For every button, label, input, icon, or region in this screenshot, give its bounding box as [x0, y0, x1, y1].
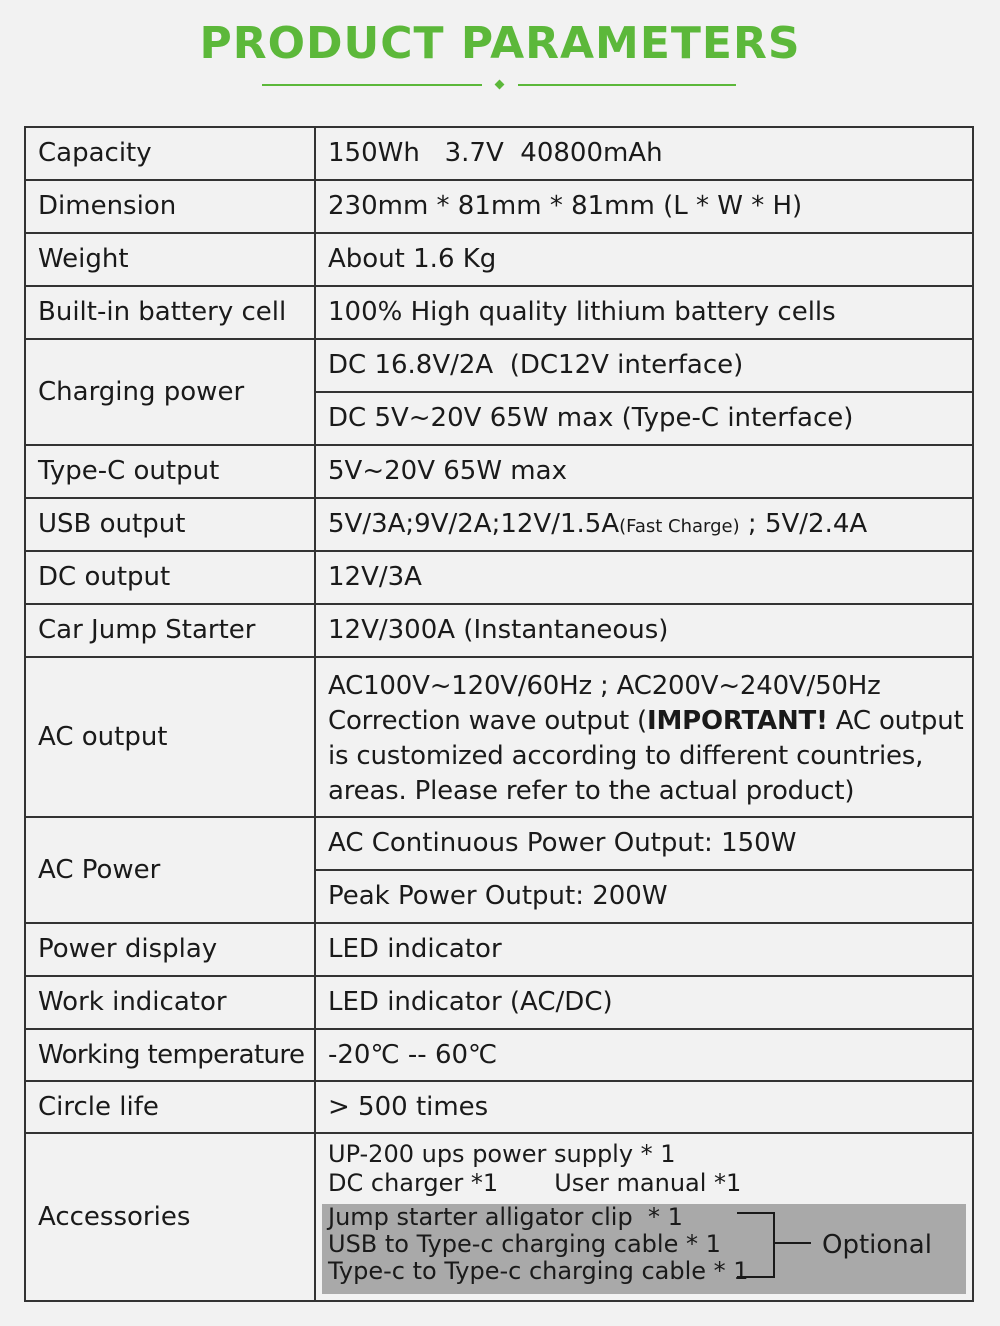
- value-jump-starter: 12V/300A (Instantaneous): [315, 604, 973, 657]
- value-ac-output: [315, 657, 973, 817]
- optional-accessories-box: [322, 1204, 966, 1294]
- value-work-indicator: LED indicator (AC/DC): [315, 976, 973, 1029]
- table-row-ac-output: [25, 657, 973, 817]
- ac-output-important: IMPORTANT!: [646, 706, 828, 736]
- value-usb-output: [315, 498, 973, 551]
- table-row-usb-output: [25, 498, 973, 551]
- label-ac-power: AC Power: [25, 817, 315, 923]
- parameters-table: [24, 126, 974, 1302]
- usb-output-fast-charge-note: (Fast Charge): [619, 516, 740, 538]
- table-row-accessories: [25, 1133, 973, 1301]
- value-ac-peak-power: Peak Power Output: 200W: [315, 870, 973, 923]
- table-row-weight: [25, 233, 973, 286]
- optional-item-typec-typec-cable: Type-c to Type-c charging cable * 1: [328, 1257, 749, 1285]
- accessory-item-ups: UP-200 ups power supply * 1: [328, 1140, 676, 1168]
- value-charging-power-typec: DC 5V~20V 65W max (Type-C interface): [315, 392, 973, 445]
- label-capacity: Capacity: [25, 127, 315, 180]
- optional-item-alligator-clip: Jump starter alligator clip * 1: [328, 1203, 683, 1231]
- optional-label: Optional: [822, 1230, 932, 1260]
- table-row-ac-power-1: [25, 817, 973, 870]
- value-battery-cell: 100% High quality lithium battery cells: [315, 286, 973, 339]
- value-ac-continuous-power: AC Continuous Power Output: 150W: [315, 817, 973, 870]
- label-weight: Weight: [25, 233, 315, 286]
- value-power-display: LED indicator: [315, 923, 973, 976]
- table-row-charging-power-1: [25, 339, 973, 392]
- value-weight: About 1.6 Kg: [315, 233, 973, 286]
- label-dimension: Dimension: [25, 180, 315, 233]
- ac-output-note-post: AC output is customized according to different countries, areas. Please refer to the actual product): [328, 706, 964, 806]
- label-usb-output: USB output: [25, 498, 315, 551]
- label-working-temperature: Working temperature: [25, 1029, 315, 1081]
- value-dimension: 230mm * 81mm * 81mm (L * W * H): [315, 180, 973, 233]
- title-rule-left: [262, 84, 482, 86]
- title-rule-right: [518, 84, 736, 86]
- table-row-battery-cell: [25, 286, 973, 339]
- value-working-temperature: -20℃ -- 60℃: [315, 1029, 973, 1081]
- table-row-dc-output: [25, 551, 973, 604]
- accessory-item-dc-charger: DC charger *1: [328, 1169, 499, 1197]
- value-charging-power-dc: DC 16.8V/2A (DC12V interface): [315, 339, 973, 392]
- value-capacity: 150Wh 3.7V 40800mAh: [315, 127, 973, 180]
- table-row-dimension: [25, 180, 973, 233]
- ac-output-voltages: AC100V~120V/60Hz ; AC200V~240V/50Hz: [328, 671, 881, 701]
- label-circle-life: Circle life: [25, 1081, 315, 1133]
- label-battery-cell: Built-in battery cell: [25, 286, 315, 339]
- table-row-power-display: [25, 923, 973, 976]
- optional-accessories-list: [328, 1204, 749, 1285]
- optional-item-usb-typec-cable: USB to Type-c charging cable * 1: [328, 1230, 721, 1258]
- label-ac-output: AC output: [25, 657, 315, 817]
- value-circle-life: > 500 times: [315, 1081, 973, 1133]
- table-row-working-temperature: [25, 1029, 973, 1081]
- label-power-display: Power display: [25, 923, 315, 976]
- page-title: PRODUCT PARAMETERS: [199, 18, 801, 69]
- ac-output-note-pre: Correction wave output (: [328, 706, 647, 736]
- label-accessories: Accessories: [25, 1133, 315, 1301]
- optional-bracket-icon: [737, 1212, 775, 1278]
- label-jump-starter: Car Jump Starter: [25, 604, 315, 657]
- optional-bracket-stem: [775, 1242, 811, 1244]
- usb-output-tail: ; 5V/2.4A: [739, 509, 868, 540]
- accessory-item-user-manual: User manual *1: [554, 1169, 742, 1197]
- table-row-typec-output: [25, 445, 973, 498]
- table-row-circle-life: [25, 1081, 973, 1133]
- label-typec-output: Type-C output: [25, 445, 315, 498]
- usb-output-main: 5V/3A;9V/2A;12V/1.5A: [328, 509, 620, 540]
- label-work-indicator: Work indicator: [25, 976, 315, 1029]
- value-typec-output: 5V~20V 65W max: [315, 445, 973, 498]
- label-charging-power: Charging power: [25, 339, 315, 445]
- title-diamond-ornament: [495, 80, 505, 90]
- value-accessories: [315, 1133, 973, 1301]
- label-dc-output: DC output: [25, 551, 315, 604]
- table-row-work-indicator: [25, 976, 973, 1029]
- value-dc-output: 12V/3A: [315, 551, 973, 604]
- table-row-jump-starter: [25, 604, 973, 657]
- table-row-capacity: [25, 127, 973, 180]
- accessories-standard-list: [316, 1134, 972, 1198]
